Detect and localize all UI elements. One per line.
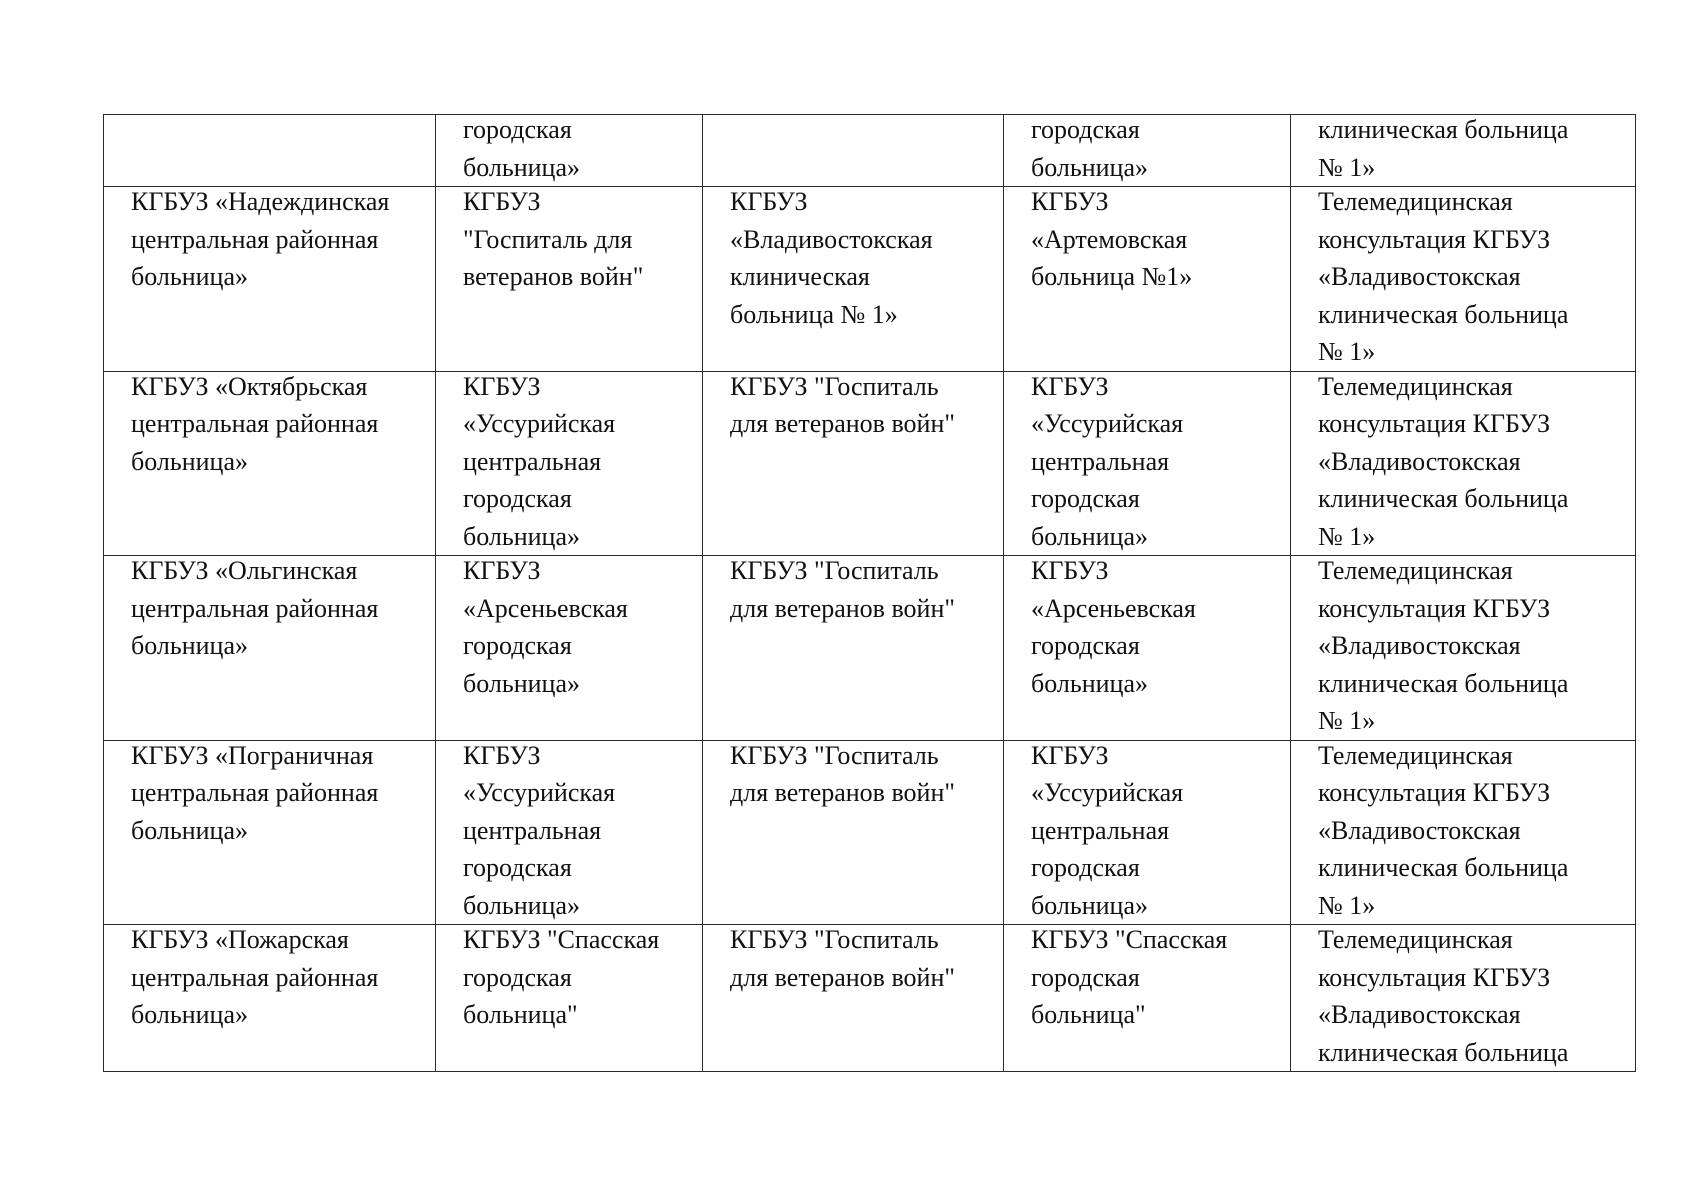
cell-line: Телемедицинская (1318, 556, 1513, 585)
cell-line: консультация КГБУЗ (1318, 778, 1551, 807)
cell-line: городская (463, 484, 572, 513)
table-cell (1004, 187, 1291, 372)
table-cell (1004, 556, 1291, 741)
cell-line: КГБУЗ (1031, 371, 1109, 401)
table-cell (1004, 115, 1291, 187)
table-cell (1004, 740, 1291, 925)
cell-line: КГБУЗ "Спасская (1031, 925, 1228, 954)
table-cell (104, 371, 436, 556)
table-cell (1004, 371, 1291, 556)
cell-line: «Уссурийская (1031, 409, 1184, 438)
table-cell (703, 115, 1004, 187)
cell-line: «Владивостокская (1318, 446, 1521, 476)
table-cell (1291, 556, 1636, 741)
cell-line: КГБУЗ «Октябрьская (131, 371, 368, 401)
cell-line: больница» (131, 446, 248, 476)
cell-line: больница» (1031, 890, 1148, 920)
cell-line: КГБУЗ (463, 556, 541, 585)
cell-line: КГБУЗ (1031, 740, 1109, 770)
cell-line: консультация КГБУЗ (1318, 593, 1551, 623)
cell-line: Телемедицинская (1318, 740, 1513, 770)
table-cell (104, 187, 436, 372)
table-cell (436, 925, 703, 1072)
table-row (104, 115, 1636, 187)
table-row (104, 556, 1636, 741)
cell-line: «Владивостокская (730, 224, 933, 254)
table-row (104, 925, 1636, 1072)
cell-line: «Владивостокская (1318, 1000, 1521, 1029)
cell-line: Телемедицинская (1318, 371, 1513, 401)
cell-line: для ветеранов войн" (730, 593, 955, 623)
cell-line: центральная (1031, 815, 1170, 845)
cell-line: городская (1031, 631, 1140, 660)
table-cell (436, 187, 703, 372)
cell-line: центральная районная (131, 224, 379, 254)
table-body (104, 115, 1636, 1072)
cell-line: КГБУЗ (463, 371, 541, 401)
cell-line: для ветеранов войн" (730, 778, 955, 807)
cell-line: клиническая (730, 262, 870, 291)
table-cell (703, 925, 1004, 1072)
cell-line: консультация КГБУЗ (1318, 224, 1551, 254)
cell-line: клиническая больница (1318, 299, 1569, 329)
table-cell (1291, 925, 1636, 1072)
table-cell (1291, 115, 1636, 187)
cell-line: городская (463, 115, 572, 144)
cell-line: больница» (131, 631, 248, 660)
cell-line: ветеранов войн" (463, 262, 644, 291)
cell-line: больница" (1031, 1000, 1146, 1029)
cell-line: КГБУЗ "Госпиталь (730, 740, 939, 770)
cell-line: КГБУЗ «Надеждинская (131, 187, 390, 216)
cell-line: больница №1» (1031, 262, 1193, 291)
cell-line: № 1» (1318, 890, 1376, 920)
table-cell (703, 556, 1004, 741)
cell-line: центральная районная (131, 593, 379, 623)
cell-line: больница» (1031, 152, 1148, 182)
cell-line: КГБУЗ "Госпиталь (730, 371, 939, 401)
cell-line: № 1» (1318, 706, 1376, 735)
cell-line: центральная районная (131, 409, 379, 438)
cell-line: «Уссурийская (463, 778, 616, 807)
cell-line: КГБУЗ (463, 740, 541, 770)
cell-line: «Уссурийская (463, 409, 616, 438)
cell-line: «Арсеньевская (1031, 593, 1196, 623)
cell-line: клиническая больница (1318, 668, 1569, 698)
cell-line: клиническая больница (1318, 1037, 1569, 1067)
cell-line: КГБУЗ (1031, 187, 1109, 216)
cell-line: клиническая больница (1318, 115, 1569, 144)
cell-line: городская (1031, 853, 1140, 882)
cell-line: № 1» (1318, 521, 1376, 551)
table-cell (104, 556, 436, 741)
cell-line: центральная районная (131, 962, 379, 992)
cell-line: Телемедицинская (1318, 187, 1513, 216)
table-cell (703, 187, 1004, 372)
table-cell (703, 740, 1004, 925)
table-cell (1291, 371, 1636, 556)
cell-line: городская (463, 962, 572, 992)
cell-line: "Госпиталь для (463, 224, 633, 254)
table-cell (1004, 925, 1291, 1072)
cell-line: центральная (463, 446, 602, 476)
cell-line: центральная (463, 815, 602, 845)
cell-line: больница» (1031, 521, 1148, 551)
table-row (104, 187, 1636, 372)
cell-line: КГБУЗ «Пожарская (131, 925, 349, 954)
cell-line: «Владивостокская (1318, 815, 1521, 845)
cell-line: консультация КГБУЗ (1318, 409, 1551, 438)
cell-line: «Владивостокская (1318, 262, 1521, 291)
cell-line: центральная (1031, 446, 1170, 476)
table-row (104, 371, 1636, 556)
cell-line: КГБУЗ "Госпиталь (730, 556, 939, 585)
cell-line: «Арсеньевская (463, 593, 628, 623)
cell-line: № 1» (1318, 152, 1376, 182)
cell-line: КГБУЗ (730, 187, 808, 216)
cell-line: для ветеранов войн" (730, 409, 955, 438)
cell-line: КГБУЗ (463, 187, 541, 216)
cell-line: КГБУЗ (1031, 556, 1109, 585)
cell-line: больница» (131, 815, 248, 845)
cell-line: городская (1031, 962, 1140, 992)
cell-line: КГБУЗ "Спасская (463, 925, 660, 954)
table-cell (104, 115, 436, 187)
table-cell (104, 740, 436, 925)
table-row (104, 740, 1636, 925)
cell-line: больница» (463, 668, 580, 698)
cell-line: больница № 1» (730, 299, 898, 329)
cell-line: городская (463, 631, 572, 660)
table-cell (1291, 740, 1636, 925)
cell-line: для ветеранов войн" (730, 962, 955, 992)
cell-line: больница» (463, 152, 580, 182)
cell-line: больница» (463, 890, 580, 920)
cell-line: «Артемовская (1031, 224, 1188, 254)
cell-line: консультация КГБУЗ (1318, 962, 1551, 992)
table-cell (703, 371, 1004, 556)
cell-line: № 1» (1318, 337, 1376, 366)
cell-line: КГБУЗ "Госпиталь (730, 925, 939, 954)
cell-line: «Уссурийская (1031, 778, 1184, 807)
cell-line: центральная районная (131, 778, 379, 807)
hospital-routing-table (103, 114, 1636, 1072)
table-cell (436, 115, 703, 187)
cell-line: больница" (463, 1000, 578, 1029)
table-cell (436, 556, 703, 741)
table-cell (436, 740, 703, 925)
table-cell (1291, 187, 1636, 372)
table-cell (436, 371, 703, 556)
cell-line: клиническая больница (1318, 484, 1569, 513)
cell-line: клиническая больница (1318, 853, 1569, 882)
table-cell (104, 925, 436, 1072)
cell-line: больница» (131, 1000, 248, 1029)
cell-line: больница» (131, 262, 248, 291)
cell-line: КГБУЗ «Пограничная (131, 740, 374, 770)
cell-line: городская (1031, 484, 1140, 513)
cell-line: больница» (463, 521, 580, 551)
cell-line: Телемедицинская (1318, 925, 1513, 954)
cell-line: больница» (1031, 668, 1148, 698)
cell-line: городская (463, 853, 572, 882)
cell-line: городская (1031, 115, 1140, 144)
cell-line: КГБУЗ «Ольгинская (131, 556, 358, 585)
cell-line: «Владивостокская (1318, 631, 1521, 660)
